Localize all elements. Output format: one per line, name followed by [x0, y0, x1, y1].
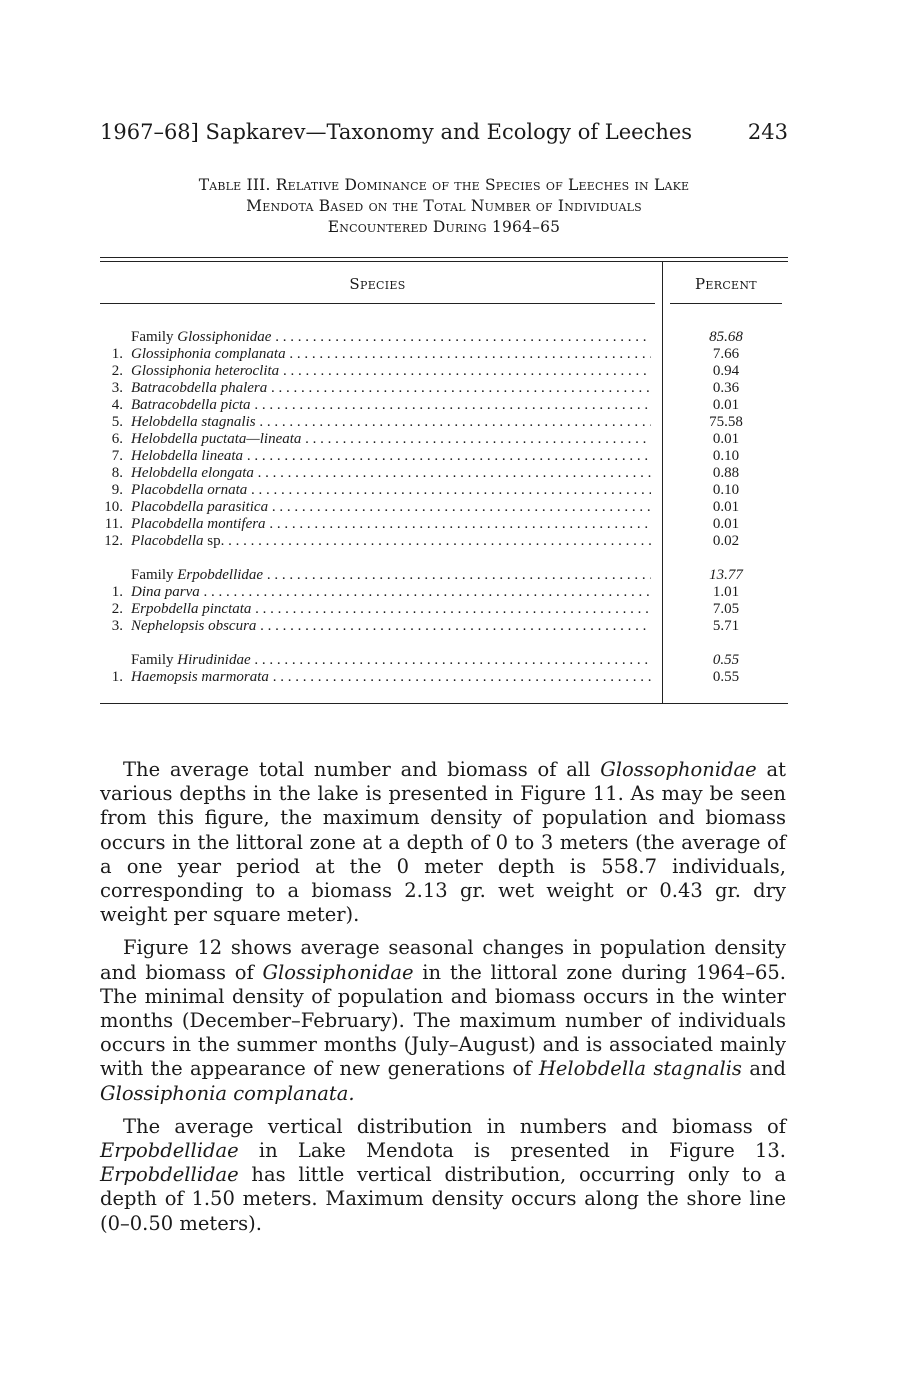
- species-taxon: Placobdella ornata: [131, 482, 248, 498]
- text-run: and: [741, 1057, 786, 1081]
- table-bottom-rule: [100, 703, 788, 704]
- species-name: [131, 584, 651, 601]
- table-body: [100, 329, 788, 686]
- species-number: 7.: [111, 448, 123, 464]
- page-header: [100, 120, 788, 150]
- family-row: [100, 567, 788, 584]
- table-top-rule: [100, 257, 788, 258]
- species-name: [131, 516, 651, 533]
- italic-term: Erpobdellidae: [100, 1139, 239, 1163]
- family-label: Family: [131, 652, 174, 668]
- text-run: in the littoral zone during 1964–65. The minimal density of population and biomass occurs in the winter months (December–February). The maximum number of individuals occurs in the summer months (July–August) and is associated mainly with the appearance of new generations of: [100, 960, 786, 1081]
- species-taxon: Dina parva: [131, 584, 200, 600]
- species-name: [131, 618, 651, 635]
- family-name: [131, 329, 651, 346]
- table-caption-line: Encountered During 1964–65: [327, 218, 561, 236]
- species-row: [100, 448, 788, 465]
- species-taxon: Helobdella elongata: [131, 465, 254, 481]
- family-taxon: Erpobdellidae: [177, 567, 264, 583]
- species-percent: 1.01: [712, 584, 740, 600]
- family-percent: 13.77: [709, 567, 743, 583]
- family-name: [131, 652, 651, 669]
- table-caption-line: Table III. Relative Dominance of the Species of Leeches in Lake: [198, 176, 690, 194]
- species-number: 4.: [111, 397, 123, 413]
- family-row: [100, 329, 788, 346]
- species-taxon: Erpobdella pinctata: [131, 601, 252, 617]
- species-number: 9.: [111, 482, 123, 498]
- text-run: The average vertical distribution in numbers and biomass of: [123, 1114, 786, 1138]
- italic-term: Glossophonidae: [600, 758, 757, 781]
- species-name: [131, 669, 651, 686]
- species-percent: 7.66: [712, 346, 740, 362]
- text-run: in Lake Mendota is presented in Figure 13.: [238, 1139, 786, 1163]
- table-top-rule: [100, 261, 788, 262]
- species-row: [100, 465, 788, 482]
- italic-term: Glossiphonia complanata.: [100, 1081, 355, 1105]
- paragraph: [100, 936, 786, 1105]
- family-row: [100, 652, 788, 669]
- species-suffix: sp.: [203, 533, 225, 549]
- family-taxon: Glossiphonidae: [177, 329, 272, 345]
- species-taxon: Batracobdella phalera: [131, 380, 268, 396]
- family-percent: 0.55: [712, 652, 740, 668]
- paragraph: [100, 1115, 786, 1236]
- species-row: [100, 380, 788, 397]
- species-percent: 0.01: [712, 431, 740, 447]
- species-row: [100, 669, 788, 686]
- species-percent: 0.10: [712, 482, 740, 498]
- body-text: [100, 758, 786, 1245]
- species-row: [100, 397, 788, 414]
- species-taxon: Placobdella montifera: [131, 516, 266, 532]
- family-name: [131, 567, 651, 584]
- species-row: [100, 499, 788, 516]
- species-percent: 0.01: [712, 499, 740, 515]
- species-name: [131, 431, 651, 448]
- species-name: [131, 499, 651, 516]
- species-taxon: Batracobdella picta: [131, 397, 251, 413]
- table-caption-line: Mendota Based on the Total Number of Individuals: [246, 197, 642, 215]
- italic-term: Helobdella stagnalis: [538, 1057, 742, 1081]
- species-taxon: Placobdella parasitica: [131, 499, 269, 515]
- header-rule: [670, 303, 782, 304]
- species-number: 5.: [111, 414, 123, 430]
- text-run: Figure 12 shows average seasonal changes in population density and biomass of: [100, 936, 786, 984]
- family-percent: 85.68: [709, 329, 743, 345]
- species-number: 12.: [104, 533, 123, 549]
- species-percent: 5.71: [712, 618, 740, 634]
- species-row: [100, 516, 788, 533]
- species-number: 3.: [111, 618, 123, 634]
- species-number: 2.: [111, 363, 123, 379]
- species-name: [131, 346, 651, 363]
- running-head: 1967–68] Sapkarev—Taxonomy and Ecology of Leeches: [100, 120, 693, 144]
- species-number: 1.: [111, 669, 123, 685]
- species-taxon: Helobdella stagnalis: [131, 414, 256, 430]
- column-header-species: Species: [349, 275, 406, 293]
- species-name: [131, 380, 651, 397]
- paragraph: [100, 758, 786, 927]
- species-number: 1.: [111, 584, 123, 600]
- species-taxon: Helobdella lineata: [131, 448, 244, 464]
- species-percent: 7.05: [712, 601, 740, 617]
- species-percent: 0.01: [712, 397, 740, 413]
- species-number: 2.: [111, 601, 123, 617]
- species-number: 6.: [111, 431, 123, 447]
- species-percent: 0.10: [712, 448, 740, 464]
- species-row: [100, 431, 788, 448]
- species-taxon: Glossiphonia complanata: [131, 346, 286, 362]
- species-name: [131, 482, 651, 499]
- species-row: [100, 482, 788, 499]
- species-taxon: Placobdella: [131, 533, 204, 549]
- text-run: The average total number and biomass of all: [123, 758, 601, 781]
- species-name: [131, 414, 651, 431]
- dominance-table: [100, 257, 788, 704]
- species-number: 8.: [111, 465, 123, 481]
- species-percent: 0.01: [712, 516, 740, 532]
- species-row: [100, 363, 788, 380]
- species-percent: 75.58: [709, 414, 743, 430]
- species-percent: 0.36: [712, 380, 740, 396]
- page-number: 243: [747, 120, 788, 144]
- species-name: [131, 533, 651, 550]
- species-number: 11.: [104, 516, 123, 532]
- text-run: at various depths in the lake is presented in Figure 11. As may be seen from this figure, the maximum density of population and biomass occurs in the littoral zone at a depth of 0 to 3 meters (the average of a one year period at the 0 meter depth is 558.7 individuals, corresponding to a biomass 2.13 gr. wet weight or 0.43 gr. dry weight per square meter).: [100, 758, 786, 927]
- family-taxon: Hirudinidae: [177, 652, 251, 668]
- species-number: 1.: [111, 346, 123, 362]
- species-row: [100, 414, 788, 431]
- column-header-percent: Percent: [695, 275, 757, 293]
- species-taxon: Glossiphonia heteroclita: [131, 363, 280, 379]
- species-percent: 0.88: [712, 465, 740, 481]
- species-row: [100, 584, 788, 601]
- species-name: [131, 448, 651, 465]
- italic-term: Glossiphonidae: [262, 960, 414, 984]
- text-run: has little vertical distribution, occurring only to a depth of 1.50 meters. Maximum density occurs along the shore line (0–0.50 meters).: [100, 1163, 786, 1235]
- species-name: [131, 465, 651, 482]
- species-name: [131, 397, 651, 414]
- species-row: [100, 346, 788, 363]
- family-label: Family: [131, 329, 174, 345]
- species-number: 10.: [104, 499, 123, 515]
- species-percent: 0.94: [712, 363, 740, 379]
- species-taxon: Haemopsis marmorata: [131, 669, 269, 685]
- species-row: [100, 533, 788, 550]
- header-rule: [100, 303, 655, 304]
- species-taxon: Helobdella puctata—lineata: [131, 431, 302, 447]
- family-label: Family: [131, 567, 174, 583]
- italic-term: Erpobdellidae: [100, 1163, 239, 1187]
- species-name: [131, 601, 651, 618]
- species-number: 3.: [111, 380, 123, 396]
- species-name: [131, 363, 651, 380]
- species-row: [100, 618, 788, 635]
- species-row: [100, 601, 788, 618]
- table-caption: [100, 175, 788, 238]
- species-taxon: Nephelopsis obscura: [131, 618, 257, 634]
- species-percent: 0.02: [712, 533, 740, 549]
- species-percent: 0.55: [712, 669, 740, 685]
